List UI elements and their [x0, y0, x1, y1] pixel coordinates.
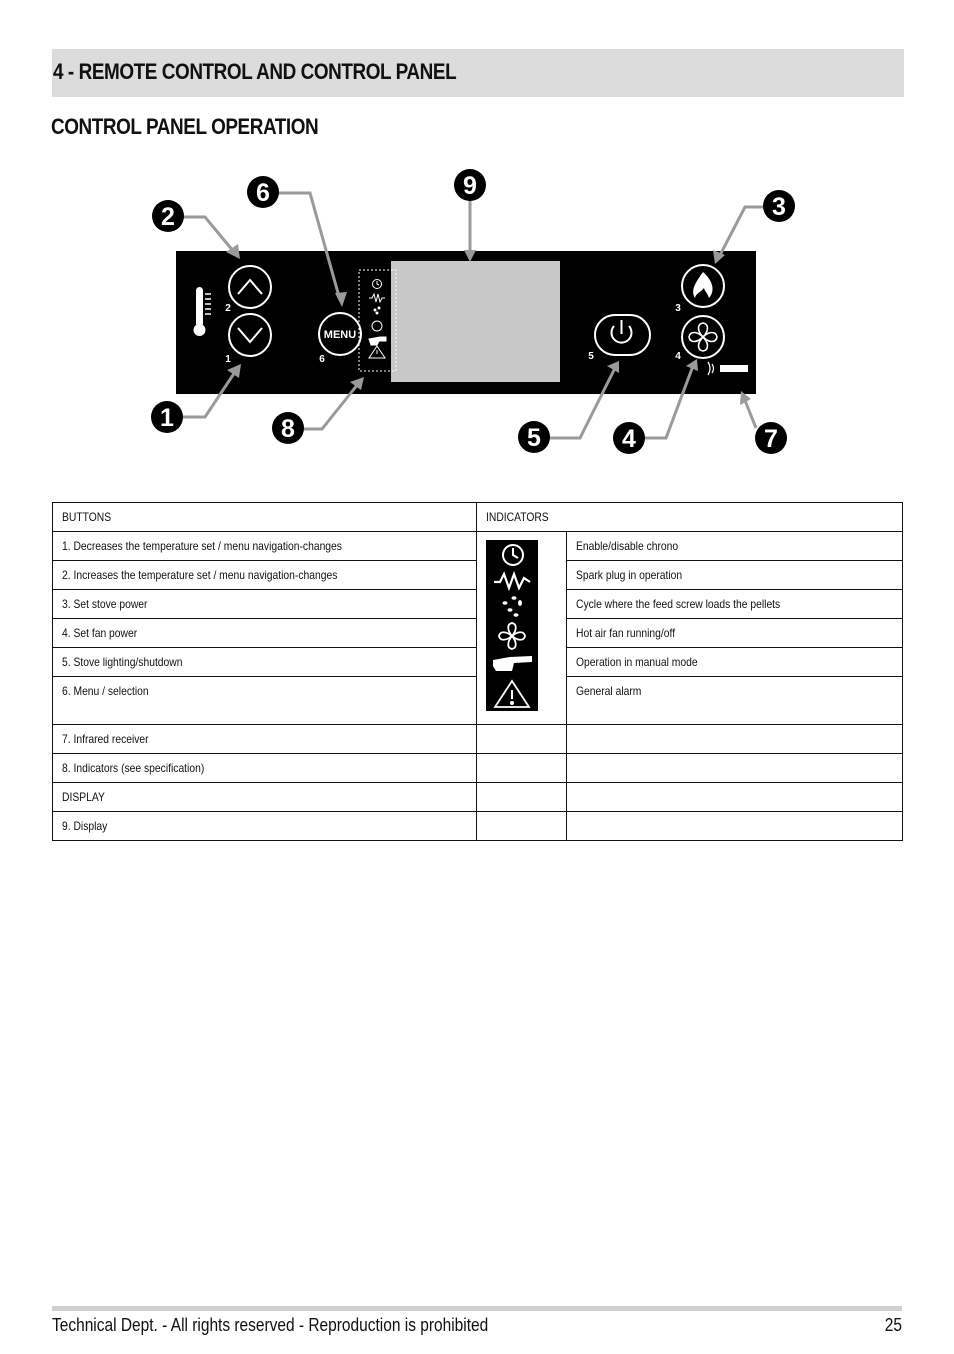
section-header-band	[52, 49, 904, 97]
callout-6	[247, 176, 279, 208]
callout-8	[272, 412, 304, 444]
table-row: 1. Decreases the temperature set / menu navigation-changes Enable/disable chrono	[53, 532, 903, 561]
callout-5	[518, 421, 550, 453]
svg-text:8: 8	[281, 415, 295, 443]
hand-icon	[493, 656, 532, 671]
button-number-4: 4	[675, 351, 681, 362]
pellet-icon	[503, 596, 523, 617]
callout-3	[763, 190, 795, 222]
buttons-header: BUTTONS	[53, 503, 477, 532]
table-row: 7. Infrared receiver	[53, 725, 903, 754]
spark-icon	[494, 574, 530, 588]
control-panel-diagram	[0, 160, 954, 460]
svg-text:MENU: MENU	[323, 329, 357, 341]
callout-7	[755, 422, 787, 454]
button-number-1: 1	[225, 354, 231, 365]
svg-text:3: 3	[772, 193, 786, 221]
callout-4	[613, 422, 645, 454]
indicators-header: INDICATORS	[477, 503, 903, 532]
table-header-row	[53, 503, 903, 532]
callout-2	[152, 200, 184, 232]
table-row: 3. Set stove power Cycle where the feed screw loads the pellets	[53, 590, 903, 619]
fan-power-button[interactable]	[682, 316, 724, 358]
table-row: 9. Display	[53, 812, 903, 841]
button-number-6: 6	[319, 354, 325, 365]
table-row: 6. Menu / selection General alarm	[53, 677, 903, 725]
button-number-3: 3	[675, 303, 681, 314]
table-row: DISPLAY	[53, 783, 903, 812]
callout-1	[151, 401, 183, 433]
pellet-icon	[374, 309, 376, 311]
indicator-icons-strip	[486, 540, 538, 711]
page-number: 25	[884, 1315, 902, 1335]
table-row: 5. Stove lighting/shutdown Operation in manual mode	[53, 648, 903, 677]
footer-rule	[52, 1306, 902, 1311]
svg-text:6: 6	[256, 179, 270, 207]
footer-text: Technical Dept. - All rights reserved - Reproduction is prohibited	[52, 1315, 489, 1335]
clock-icon	[503, 545, 523, 565]
table-row: 8. Indicators (see specification)	[53, 754, 903, 783]
callout-9	[454, 169, 486, 201]
section-title: 4 - REMOTE CONTROL AND CONTROL PANEL	[53, 59, 457, 84]
indicator-icons-cell	[477, 532, 567, 725]
buttons-indicators-table	[52, 502, 903, 841]
table-row: 2. Increases the temperature set / menu navigation-changes Spark plug in operation	[53, 561, 903, 590]
display-screen	[391, 261, 560, 382]
button-number-5: 5	[588, 351, 594, 362]
svg-text:9: 9	[463, 172, 477, 200]
svg-text:1: 1	[160, 404, 174, 432]
svg-text:4: 4	[622, 425, 636, 453]
table-row: 4. Set fan power Hot air fan running/off	[53, 619, 903, 648]
subsection-title: CONTROL PANEL OPERATION	[51, 114, 319, 139]
svg-text:5: 5	[527, 424, 541, 452]
fan-icon	[499, 623, 525, 649]
svg-text:7: 7	[764, 425, 778, 453]
button-number-2: 2	[225, 303, 231, 314]
svg-text:2: 2	[161, 203, 175, 231]
alarm-icon	[495, 681, 529, 707]
